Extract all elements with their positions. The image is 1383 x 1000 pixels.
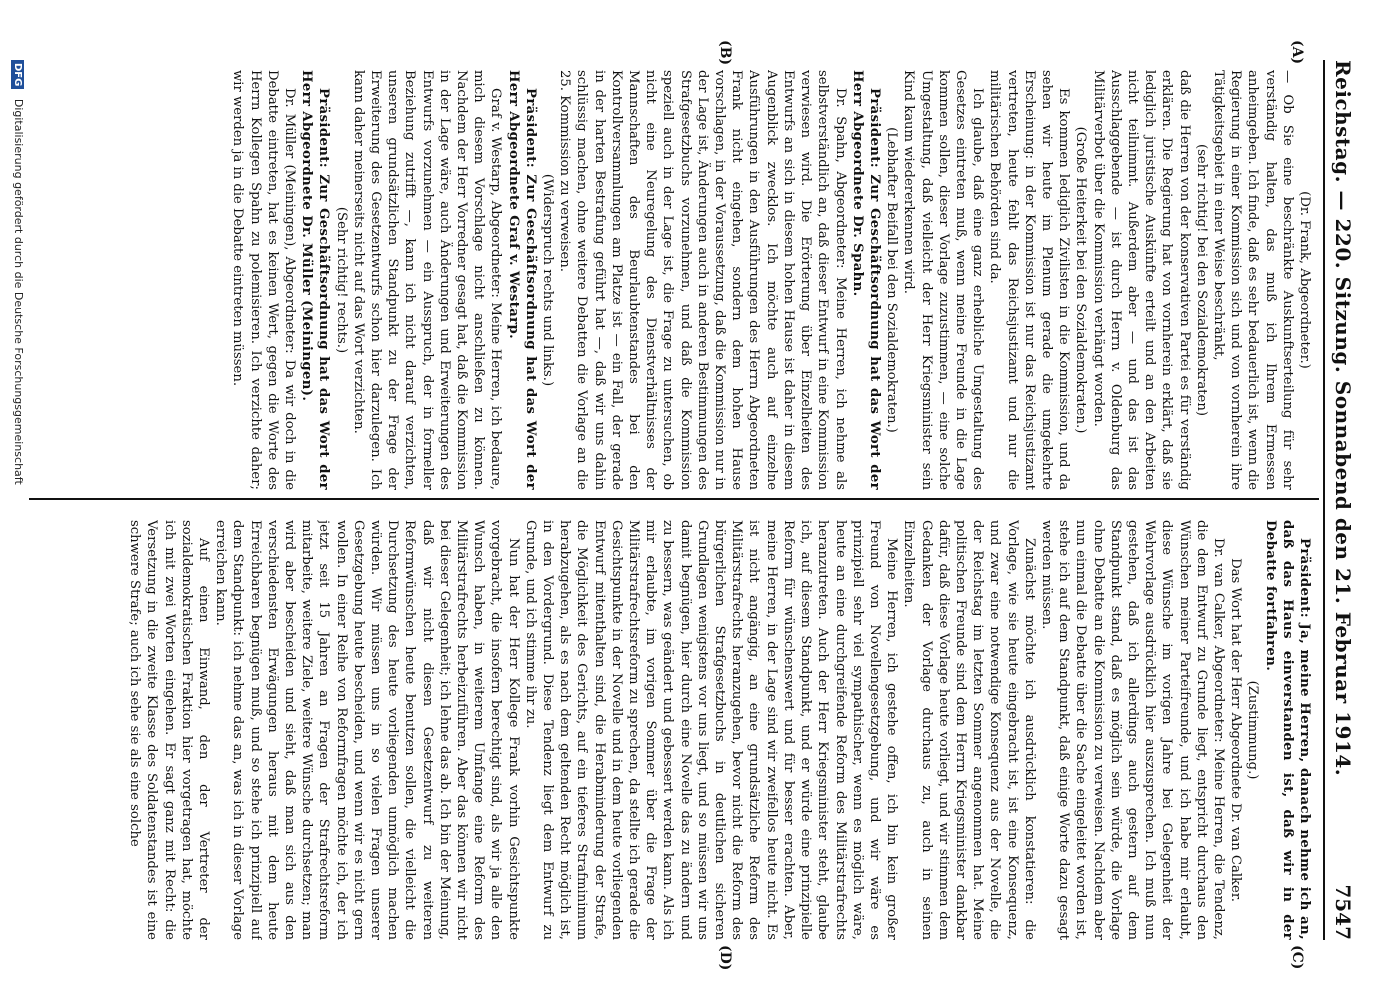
president-statement: Präsident: Zur Geschäftsordnung hat das Wort der Herr Abgeordnete Graf v. Westarp. (505, 70, 538, 490)
paragraph: Dr. Müller (Meiningen), Abgeordneter: Da wir doch in die Debatte eintreten, hat es keinen Wert, gegen die Worte des Herrn Kollegen Spahn zu polemisieren. Ich verzichte daher; wir werden ja in die Debatte eintreten müssen. (230, 70, 298, 490)
president-statement: Präsident: Zur Geschäftsordnung hat das Wort der Herr Abgeordnete Dr. Spahn. (849, 70, 882, 490)
dfg-logo: DFG (11, 60, 24, 89)
interjection: (Zustimmung.) (1245, 680, 1261, 780)
margin-letter-a: (A) (1289, 40, 1305, 65)
header-title: Reichstag. — 220. Sitzung. Sonnabend den 21. Februar 1914. (1331, 60, 1355, 777)
page-header (1323, 60, 1361, 940)
paragraph: Meine Herren, ich gestehe offen, ich bin kein großer Freund von Novellengesetzgebung, und wir wäre es prinzipiell sehr viel sympathischer, wenn es möglich wäre, heute an eine durchgreifende Reform des Militärstrafrechts heranzutreten. Auch der Herr Kriegsminister steht, glaube ich, auf diesem Standpunkt, und er würde eine prinzipielle Reform für wünschenswert und für besser erachten. Aber, meine Herren, in der Lage sind wir zweifellos heute nicht. Es ist nicht angängig, an eine grundsätzliche Reform des Militärstrafrechts heranzugehen, bevor nicht die Reform des bürgerlichen Strafgesetzbuchs in deutlichen sicheren Grundlagen wenigstens vor uns liegt, und so müssen wir uns damit begnügen, hier durch eine Novelle das zu ändern und zu bessern, was geändert und gebessert werden kann. Als ich mir erlaubte, im vorigen Sommer über die Frage der Militärstrafrechtsreform zu sprechen, da stellte ich gerade die Gesichtspunkte in der Novelle und in dem heute vorliegenden Entwurf mitenthalten sind, die Herabminderung der Strafe, die Möglichkeit des Gerichts, auf ein tieferes Strafminimum herabzugehen, als es nach dem geltenden Recht möglich ist, in den Vordergrund. Diese Tendenz liegt dem Entwurf zu Grunde, und ich stimme ihr zu. (522, 520, 900, 940)
margin-letter-b: (B) (717, 40, 733, 66)
paragraph: Graf v. Westarp, Abgeordneter: Meine Herren, ich bedaure, mich diesem Vorschlage nicht anschließen zu können. Nachdem der Herr Vorredner gesagt hat, daß die Kommission in der Lage wäre, auch Änderungen und Erweiterungen des Entwurfs vorzunehmen — ein Ausspruch, der in formeller Beziehung zutrifft —, kann ich nicht darauf verzichten, unseren grundsätzlichen Standpunkt zu der Frage der Erweiterung des Gesetzentwurfs schon hier darzulegen. Ich kann daher meinerseits nicht auf das Wort verzichten. (350, 70, 504, 490)
page-number: 7547 (1331, 884, 1355, 940)
paragraph: Ich glaube, daß eine ganz erhebliche Umgestaltung des Gesetzes eintreten muß, wenn meine Freunde in die Lage kommen sollen, dieser Vorlage zuzustimmen, — eine solche Umgestaltung, daß vielleicht der Herr Kriegsminister sein Kind kaum wiedererkennen wird. (901, 70, 986, 490)
funding-footer (5, 60, 25, 940)
speaker-continuation: (Dr. Frank, Abgeordneter.) (1297, 191, 1312, 369)
interjection: (Widerspruch rechts und links.) (540, 173, 556, 387)
paragraph: Auf einen Einwand, den der Vertreter der sozialdemokratischen Fraktion hier vorgetragen hat, möchte ich mit zwei Worten eingehen. Er sagt ganz mit Recht: die Versetzung in die zweite Klasse des Soldatenstandes ist eine schwere Strafe; auch ich sehe sie als eine solche (127, 520, 211, 940)
interjection: (Große Heiterkeit bei den Sozialdemokraten.) (1073, 126, 1089, 434)
paragraph: Dr. Spahn, Abgeordneter: Meine Herren, ich nehme als selbstverständlich an, daß dieser Entwurf in eine Kommission verwiesen wird. Die Erörterung über Einzelheiten des Entwurfs an sich in diesem hohen Hause ist daher in diesem Augenblick zwecklos. Ich möchte auch auf einzelne Ausführungen in den Ausführungen des Herrn Abgeordneten Frank nicht eingehen, sondern dem hohen Hause vorschlagen, in der Voraussetzung, daß die Kommission nur in der Lage ist, Änderungen auch in anderen Bestimmungen des Strafgesetzbuchs vorzunehmen, und daß die Kommission speziell auch in der Lage ist, die Frage zu untersuchen, ob nicht eine Neuregelung des Dienstverhältnisses der Mannschaften des Beurlaubtenstandes bei den Kontrollversammlungen am Platze ist — ein Fall, der gerade in der harten Bestrafung geführt hat —, daß wir uns dahin schlüssig machen, ohne weitere Debatten die Vorlage an die 25. Kommission zu verweisen. (557, 70, 848, 490)
president-statement: Präsident: Ja, meine Herren, danach nehme ich an, daß das Haus einverstanden ist, daß wir in der Debatte fortfahren. (1262, 520, 1312, 940)
right-text-column (23, 520, 1313, 940)
paragraph: Nun hat der Herr Kollege Frank vorhin Gesichtspunkte vorgebracht, die insofern berechtigt sind, als wir ja alle den Wunsch haben, in weiterem Umfange eine Reform des Militärstrafrechts herbeizuführen. Aber das können wir nicht bei dieser Gelegenheit; ich lehne das ab. Ich bin der Meinung, daß wir nicht diesen Gesetzentwurf zu weiteren Reformwünschen heute benutzen sollen, die vielleicht die Durchsetzung des heute vorliegenden unmöglich machen würden. Wir müssen uns in so vielen Fragen unserer Gesetzgebung heute bescheiden, und wenn wir es nicht gern wollen. In einer Reihe von Reformfragen möchte ich, der ich jetzt seit 15 Jahren an Fragen der Strafrechtsreform mitarbeite, weitere Ziele, weitere Wünsche durchsetzen; man wird aber bescheiden und sieht, daß man sich aus den verschiedensten Erwägungen heraus mit dem heute Erreichbaren begnügen muß, und so stehe ich prinzipiell auf dem Standpunkt: ich nehme das an, was ich in dieser Vorlage erreichen kann. (213, 520, 521, 940)
margin-letter-c: (C) (1289, 945, 1305, 970)
paragraph: daß die Herren von der konservativen Partei es für verständig erklären. Die Regierung hat von vornherein erklärt, daß sie lediglich juristische Auskünfte erteilt und an den Arbeiten nicht teilnimmt. Außerdem aber — und das ist das Ausschlaggebende — ist durch Herrn v. Oldenburg das Militärverbot über die Kommission verhängt worden. (1090, 70, 1192, 490)
interjection: (Sehr richtig! rechts.) (333, 206, 349, 354)
funding-note: Digitalisierung gefördert durch die Deutsche Forschungsgemeinschaft (12, 98, 25, 485)
paragraph: Zunächst möchte ich ausdrücklich konstatieren: die Vorlage, wie sie heute eingebracht ist, ist eine Konsequenz, und zwar eine notwendige Konsequenz aus der Novelle, die der Reichstag im letzten Sommer angenommen hat. Meine politischen Freunde sind dem Herrn Kriegsminister dankbar dafür, daß diese Vorlage heute vorliegt, und wir stimmen dem Gedanken der Vorlage durchaus zu, auch in seinen Einzelheiten. (901, 520, 1037, 940)
margin-letter-d: (D) (717, 945, 733, 971)
paragraph: — Ob Sie eine beschränkte Auskunftserteilung für sehr verständig halten, das muß ich Ihrem Ermessen anheimgeben. Ich finde, daß es sehr bedauerlich ist, wenn die Regierung in einer Kommission sich und von vornherein ihre Tätigkeitsgebiet in einer Weise beschränkt, (1210, 70, 1295, 490)
paragraph: Dr. van Calker, Abgeordneter: Meine Herren, die Tendenz, die dem Entwurf zu Grunde liegt, entspricht durchaus den Wünschen meiner Parteifreunde, und ich habe mir erlaubt, diese Wünsche im vorigen Jahre bei Gelegenheit der Wehrvorlage ausdrücklich hier auszusprechen. Ich muß nun gestehen, daß ich allerdings auch gestern auf dem Standpunkt stand, daß es möglich sein würde, die Vorlage ohne Debatte an die Kommission zu verweisen. Nachdem aber nun einmal die Debatte über die Sache eingeleitet worden ist, stehe ich auf dem Standpunkt, daß einige Worte dazu gesagt werden müssen. (1038, 520, 1226, 940)
interjection: (sehr richtig! bei den Sozialdemokraten) (1193, 144, 1209, 416)
floor-given: Das Wort hat der Herr Abgeordnete Dr. van Calker. (1228, 558, 1244, 902)
left-text-column (23, 70, 1313, 490)
president-statement: Präsident: Zur Geschäftsordnung hat das Wort der Herr Abgeordnete Dr. Müller (Meiningen). (299, 70, 332, 490)
interjection: (Lebhafter Beifall bei den Sozialdemokraten.) (884, 127, 900, 433)
paragraph: Es kommen lediglich Zivilisten in die Kommission, und da sehen wir heute im Plenum gerade die umgekehrte Erscheinung: in der Kommission ist nur das Reichsjustizamt vertreten, heute fehlt das Reichsjustizamt und nur die militärischen Behörden sind da. (987, 70, 1072, 490)
column-divider (29, 498, 1319, 500)
